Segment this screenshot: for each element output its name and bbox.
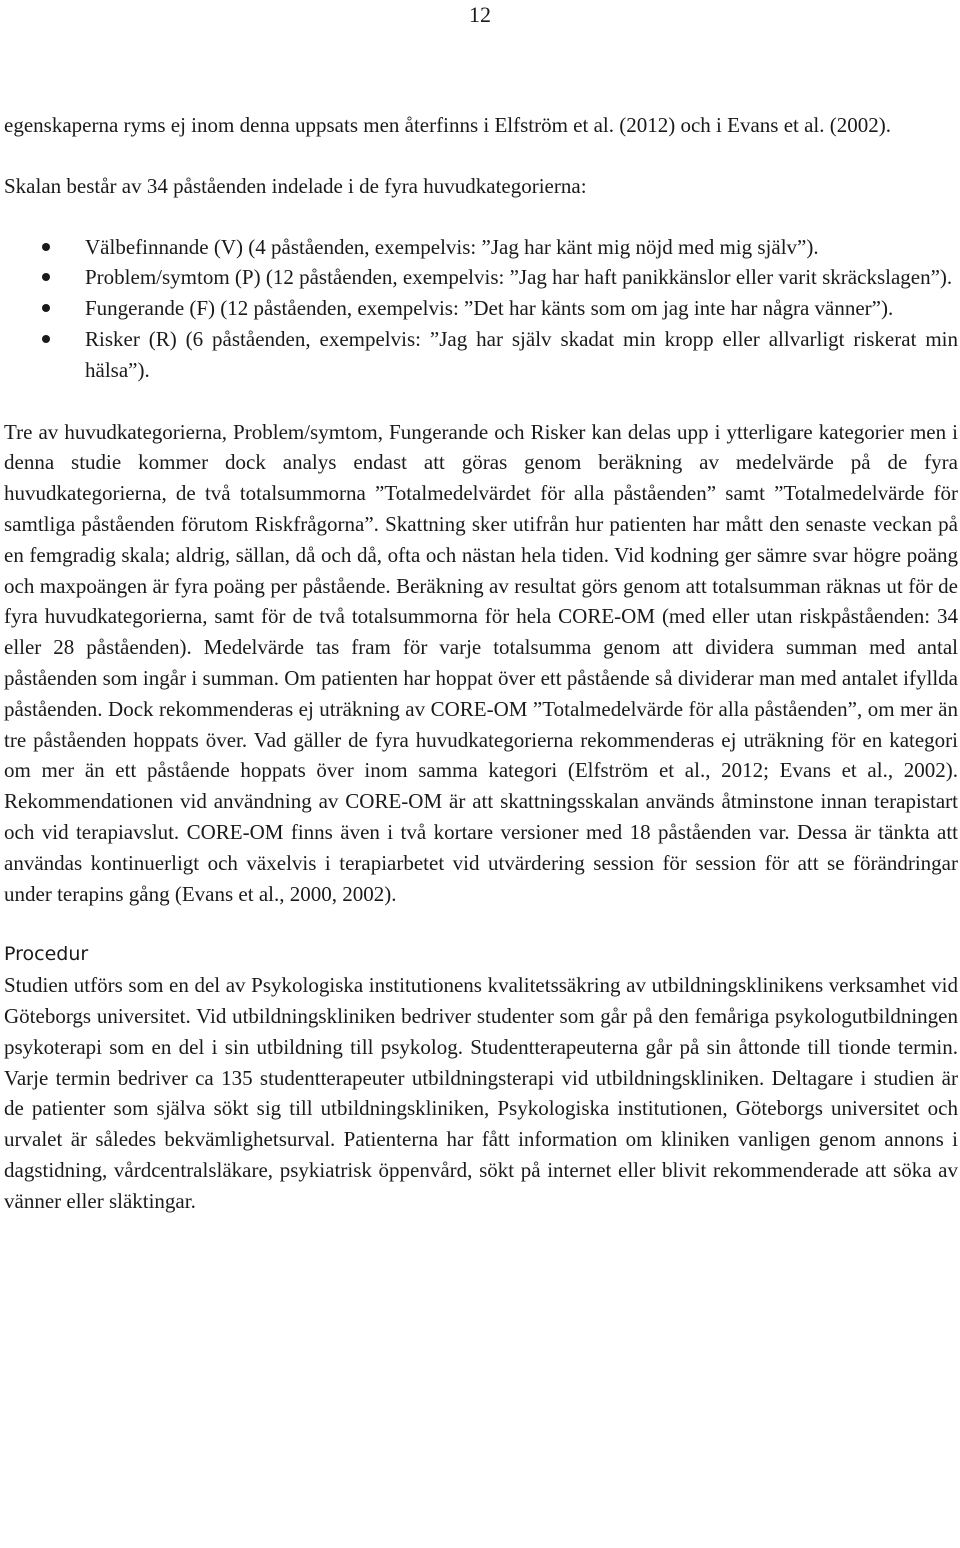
bullet-icon [42,304,50,312]
list-item [4,293,958,324]
procedure-paragraph: Studien utförs som en del av Psykologiska institutionens kvalitetssäkring av utbildningsklinikens verksamhet vid Göteborgs universitet. Vid utbildningskliniken bedriver studenter som går på den femåriga psykologutbildningen psykoterapi som en del i sin utbildning till psykolog. Studentterapeuterna går på sin åttonde till tionde termin. Varje termin bedriver ca 135 studentterapeuter utbildningsterapi vid utbildningskliniken. Deltagare i studien är de patienter som själva sökt sig till utbildningskliniken, Psykologiska institutionen, Göteborgs universitet och urvalet är således bekvämlighetsurval. Patienterna har fått information om kliniken vanligen genom annons i dagstidning, vårdcentralsläkare, psykiatrisk öppenvård, sökt på internet eller blivit rekommenderade att söka av vänner eller släktingar. [4,973,958,1213]
page-number: 12 [469,2,491,27]
list-item [4,232,958,263]
list-item [4,324,958,386]
bullet-icon [42,243,50,251]
document-body [4,110,958,1217]
category-list [4,232,958,386]
list-item-text: Fungerande (F) (12 påståenden, exempelvis: ”Det har känts som om jag inte har några vänner”). [85,296,894,321]
list-item [4,262,958,293]
intro-paragraph: egenskaperna ryms ej inom denna uppsats men återfinns i Elfström et al. (2012) och i Evans et al. (2002). [4,113,892,137]
analysis-paragraph: Tre av huvudkategorierna, Problem/symtom, Fungerande och Risker kan delas upp i ytterligare kategorier men i denna studie kommer dock analys endast att göras genom beräkning av medelvärde på de fyra huvudkategorierna, de två totalsummorna ”Totalmedelvärdet för alla påståenden” samt ”Totalmedelvärde för samtliga påståenden förutom Riskfrågorna”. Skattning sker utifrån hur patienten har mått den senaste veckan på en femgradig skala; aldrig, sällan, då och då, ofta och nästan hela tiden. Vid kodning ger sämre svar högre poäng och maxpoängen är fyra poäng per påstående. Beräkning av resultat görs genom att totalsumman räknas ut för de fyra huvudkategorierna, samt för de två totalsummorna för hela CORE-OM (med eller utan riskpåståenden: 34 eller 28 påståenden). Medelvärde tas fram för varje totalsumma genom att dividera summan med antal påståenden som ingår i summan. Om patienten har hoppat över ett påstående så dividerar man med antalet ifyllda påståenden. Dock rekommenderas ej uträkning av CORE-OM ”Totalmedelvärde för alla påståenden”, om mer än tre påståenden hoppats över. Vad gäller de fyra huvudkategorierna rekommenderas ej uträkning för en kategori om mer än ett påstående hoppats över inom samma kategori (Elfström et al., 2012; Evans et al., 2002). Rekommendationen vid användning av CORE-OM är att skattningsskalan används åtminstone innan terapistart och vid terapiavslut. CORE-OM finns även i två kortare versioner med 18 påståenden var. Dessa är tänkta att användas kontinuerligt och växelvis i terapiarbetet vid utvärdering session för session för att se förändringar under terapins gång (Evans et al., 2000, 2002). [4,419,958,906]
list-item-text: Välbefinnande (V) (4 påståenden, exempelvis: ”Jag har känt mig nöjd med mig själv”). [85,234,819,259]
bullet-icon [42,273,50,281]
procedure-heading: Procedur [4,943,89,966]
list-item-text: Problem/symtom (P) (12 påståenden, exempelvis: ”Jag har haft panikkänslor eller varit skräckslagen”). [85,265,953,290]
list-item-text: Risker (R) (6 påståenden, exempelvis: ”Jag har själv skadat min kropp eller allvarligt riskerat min hälsa”). [85,326,958,382]
scale-intro-paragraph: Skalan består av 34 påståenden indelade i de fyra huvudkategorierna: [4,173,587,198]
bullet-icon [42,335,50,343]
